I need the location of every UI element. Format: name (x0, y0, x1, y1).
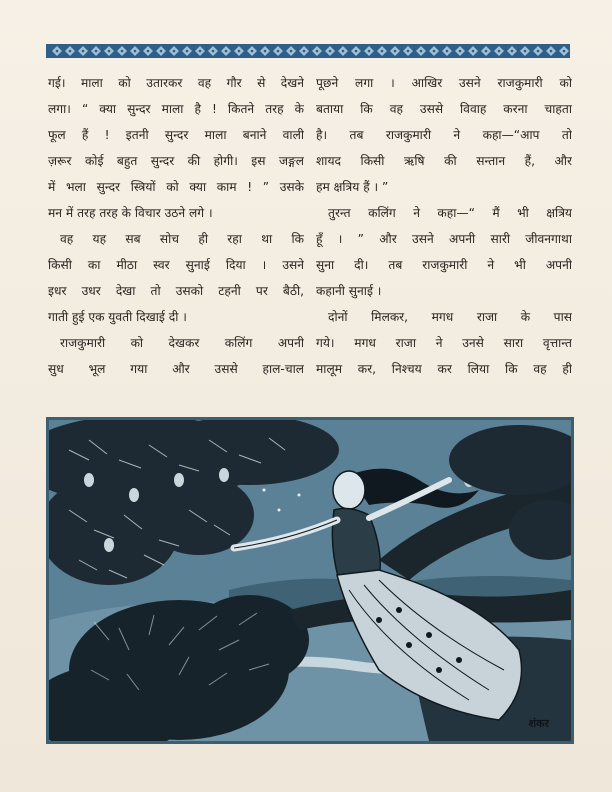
illustration-art (49, 420, 571, 741)
border-dot (550, 50, 553, 53)
left-column (48, 70, 304, 382)
border-dot (186, 50, 189, 53)
text-line: बताया कि वह उससे विवाह करना चाहता (316, 102, 572, 116)
border-dot (446, 50, 449, 53)
border-dot (108, 50, 111, 53)
border-dot (238, 50, 241, 53)
text-line: वह यह सब सोच ही रहा था कि (60, 232, 304, 246)
right-column (316, 70, 572, 382)
border-dot (537, 50, 540, 53)
border-dot (173, 50, 176, 53)
border-dot (147, 50, 150, 53)
border-dot (355, 50, 358, 53)
border-dot (290, 50, 293, 53)
border-dot (134, 50, 137, 53)
border-dot (420, 50, 423, 53)
border-dot (433, 50, 436, 53)
text-line: इधर उधर देखा तो उसको टहनी पर बैठी, (48, 284, 304, 298)
decorative-border (46, 41, 570, 61)
artist-signature: शंकर (528, 717, 549, 730)
border-dot (394, 50, 397, 53)
border-dot (329, 50, 332, 53)
text-line: लगा। “ क्या सुन्दर माला है ! कितने तरह के (48, 102, 304, 116)
border-dot (498, 50, 501, 53)
border-dot (264, 50, 267, 53)
story-illustration (46, 417, 574, 744)
text-line: पूछने लगा । आखिर उसने राजकुमारी को (316, 76, 572, 90)
border-dot (342, 50, 345, 53)
border-dot (407, 50, 410, 53)
text-line: कहानी सुनाई । (316, 284, 382, 298)
text-line: फूल हैं ! इतनी सुन्दर माला बनाने वाली (48, 128, 304, 142)
border-dot (82, 50, 85, 53)
text-line: तुरन्त कलिंग ने कहा—“ मैं भी क्षत्रिय (328, 206, 572, 220)
border-dot (56, 50, 59, 53)
text-line: शायद किसी ऋषि की सन्तान हैं, और (316, 154, 572, 168)
text-line: हूँ । ” और उसने अपनी सारी जीवनगाथा (316, 232, 572, 246)
border-dot (160, 50, 163, 53)
border-dot (199, 50, 202, 53)
text-columns (48, 70, 570, 408)
border-dot (316, 50, 319, 53)
text-line: हम क्षत्रिय हैं । ” (316, 180, 389, 194)
border-dot (95, 50, 98, 53)
text-line: में भला सुन्दर स्त्रियों को क्या काम ! ” उसके (48, 180, 304, 194)
text-line: सुना दी। तब राजकुमारी ने भी अपनी (316, 258, 572, 272)
border-dot (121, 50, 124, 53)
border-dot (212, 50, 215, 53)
border-dot (563, 50, 566, 53)
text-line: गई। माला को उतारकर वह गौर से देखने (48, 76, 304, 90)
border-dot (511, 50, 514, 53)
text-line: गाती हुई एक युवती दिखाई दी । (48, 310, 187, 324)
border-dot (485, 50, 488, 53)
text-line: है। तब राजकुमारी ने कहा—“आप तो (316, 128, 572, 142)
border-dot (277, 50, 280, 53)
border-dot (381, 50, 384, 53)
text-line: मन में तरह तरह के विचार उठने लगे । (48, 206, 213, 220)
border-dot (459, 50, 462, 53)
text-line: सुध भूल गया और उससे हाल-चाल (48, 362, 304, 376)
text-line: किसी का मीठा स्वर सुनाई दिया । उसने (48, 258, 304, 272)
border-dot (524, 50, 527, 53)
text-line: गये। मगध राजा ने उनसे सारा वृत्तान्त (316, 336, 572, 350)
border-dot (251, 50, 254, 53)
border-dot (303, 50, 306, 53)
text-line: मालूम कर, निश्चय कर लिया कि वह ही (316, 362, 572, 376)
border-dot (69, 50, 72, 53)
border-dot (225, 50, 228, 53)
text-line: ज़रूर कोई बहुत सुन्दर की होगी। इस जङ्गल (48, 154, 304, 168)
text-line: दोनों मिलकर, मगध राजा के पास (328, 310, 572, 324)
border-dot (368, 50, 371, 53)
border-dot (472, 50, 475, 53)
text-line: राजकुमारी को देखकर कलिंग अपनी (60, 336, 304, 350)
